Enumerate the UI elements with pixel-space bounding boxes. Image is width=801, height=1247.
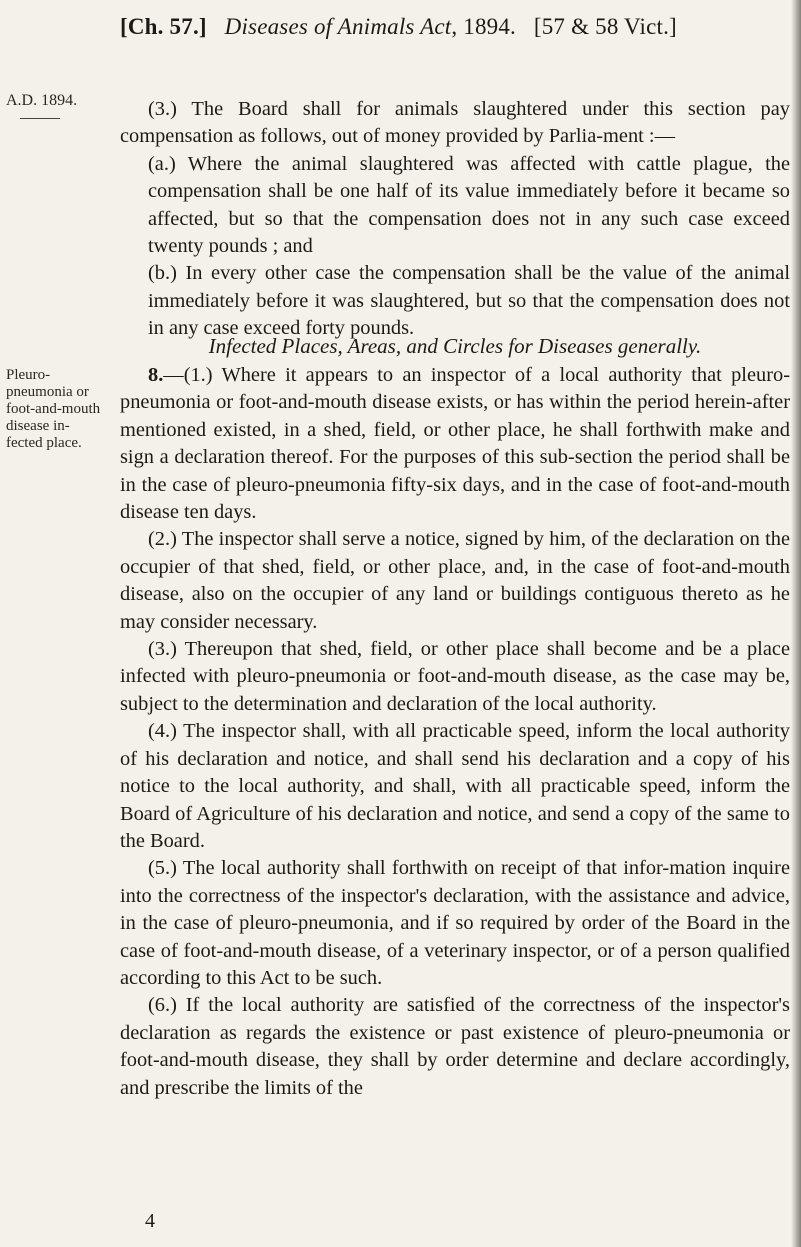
section-7-continuation: [120, 96, 790, 343]
s7-subsection-3: (3.) The Board shall for animals slaughtered under this section pay compensation as follows, out of money provided by Parlia-ment :—: [120, 98, 790, 148]
margin-topic-note: Pleuro-pneumonia or foot-and-mouth disease in-fected place.: [6, 367, 101, 451]
margin-year-note: A.D. 1894.: [6, 92, 77, 119]
section-number: 8.: [148, 364, 164, 386]
s8-sub1-text: —(1.) Where it appears to an inspector of a local authority that pleuro-pneumonia or foot-and-mouth disease exists, or has within the period herein-after mentioned existed, in a shed, field, or other place, he shall forthwith make and sign a declaration thereof. For the purposes of this sub-section the period shall be in the case of pleuro-pneumonia fifty-six days, and in the case of foot-and-mouth disease ten days.: [120, 364, 790, 524]
page-edge-shadow: [791, 0, 801, 1247]
page-number: 4: [145, 1210, 155, 1232]
s7-item-a: (a.) Where the animal slaughtered was affected with cattle plague, the compensation shall be one half of its value immediately before it became so affected, but so that the compensation does not in any such case exceed twenty pounds ; and: [148, 152, 790, 258]
s8-subsection-3: (3.) Thereupon that shed, field, or other place shall become and be a place infected with pleuro-pneumonia or foot-and-mouth disease, as the case may be, subject to the determination and declaration of the local authority.: [120, 638, 790, 715]
s8-subsection-4: (4.) The inspector shall, with all practicable speed, inform the local authority of his declaration and notice, and shall send his declaration and a copy of his notice to the local authority, and shall, with all practicable speed, inform the Board of Agriculture of his declaration and notice, and send a copy of the same to the Board.: [120, 720, 790, 852]
s8-subsection-1: [120, 362, 790, 526]
s7-item-b: (b.) In every other case the compensation shall be the value of the animal immediately before it was slaughtered, but so that the compensation does not in any case exceed forty pounds.: [148, 262, 790, 340]
act-year: , 1894.: [451, 14, 517, 39]
running-header: [120, 14, 790, 40]
s8-subsection-6: (6.) If the local authority are satisfied of the correctness of the inspector's declaration as regards the existence or past existence of pleuro-pneumonia or foot-and-mouth disease, they shall by order determine and declare accordingly, and prescribe the limits of the: [120, 994, 790, 1099]
chapter-label: [Ch. 57.]: [120, 14, 207, 39]
section-8: [120, 362, 790, 1102]
s8-subsection-5: (5.) The local authority shall forthwith on receipt of that infor-mation inquire into the correctness of the inspector's declaration, with the assistance and advice, in the case of pleuro-pneumonia, and if so required by order of the Board in the case of foot-and-mouth disease, of a veterinary inspector, or of a person qualified according to this Act to be such.: [120, 857, 790, 989]
regnal-year: [57 & 58 Vict.]: [533, 14, 677, 39]
s8-subsection-2: (2.) The inspector shall serve a notice, signed by him, of the declaration on the occupier of that shed, field, or other place, and, in the case of foot-and-mouth disease, also on the occupier of any land or buildings contiguous thereto as he may consider necessary.: [120, 528, 790, 633]
section-heading: Infected Places, Areas, and Circles for Diseases generally.: [208, 334, 702, 358]
act-title: Diseases of Animals Act: [224, 14, 452, 39]
